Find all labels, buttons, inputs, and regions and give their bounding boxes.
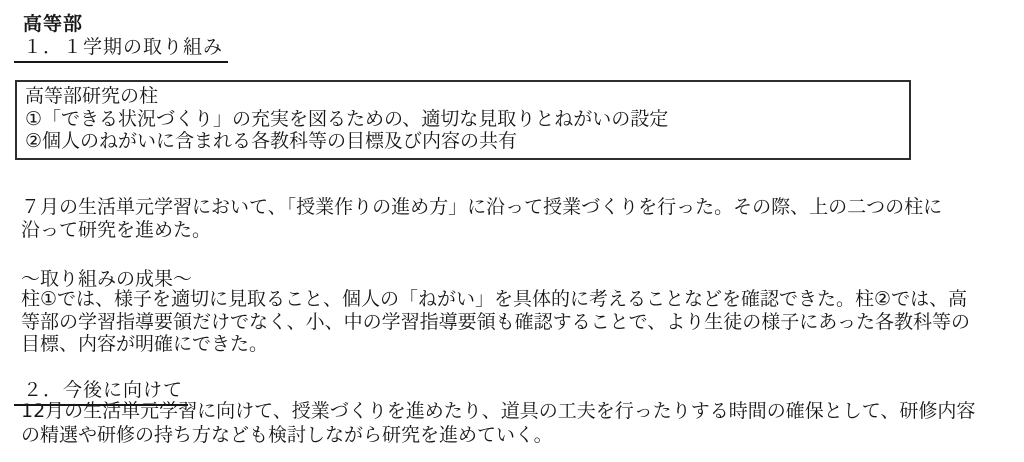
results-heading: ～取り組みの成果～ [21, 268, 193, 290]
paragraph-line: 沿って研究を進めた。 [21, 219, 212, 241]
page-title: 高等部 [23, 13, 84, 35]
paragraph-line: 目標、内容が明確にできた。 [21, 333, 269, 356]
pillars-box-title: 高等部研究の柱 [25, 85, 159, 107]
paragraph-line: 等部の学習指導要領だけでなく、小、中の学習指導要領も確認することで、より生徒の様子にあった各教科等の [21, 310, 971, 333]
paragraph-line: ７月の生活単元学習において、「授業作りの進め方」に沿って授業づくりを行った。その際、上の二つの柱に [21, 196, 943, 218]
research-pillars-box [15, 80, 911, 160]
pillars-box-item-2: ②個人のねがいに含まれる各教科等の目標及び内容の共有 [25, 130, 518, 152]
section1-paragraph [21, 196, 942, 242]
section2-paragraph [21, 400, 975, 447]
pillars-box-item-1: ①「できる状況づくり」の充実を図るための、適切な見取りとねがいの設定 [25, 107, 669, 130]
section2-heading: ２．今後に向けて [14, 375, 188, 406]
paragraph-line: 12月の生活単元学習に向けて、授業づくりを進めたり、道具の工夫を行ったりする時間の確保として、研修内容 [21, 400, 976, 422]
paragraph-line: の精選や研修の持ち方なども検討しながら研究を進めていく。 [21, 423, 553, 446]
results-paragraph [21, 288, 970, 356]
section1-heading: １．１学期の取り組み [14, 32, 228, 63]
paragraph-line: 柱①では、様子を適切に見取ること、個人の「ねがい」を具体的に考えることなどを確認できた。柱②では、高 [21, 288, 968, 310]
